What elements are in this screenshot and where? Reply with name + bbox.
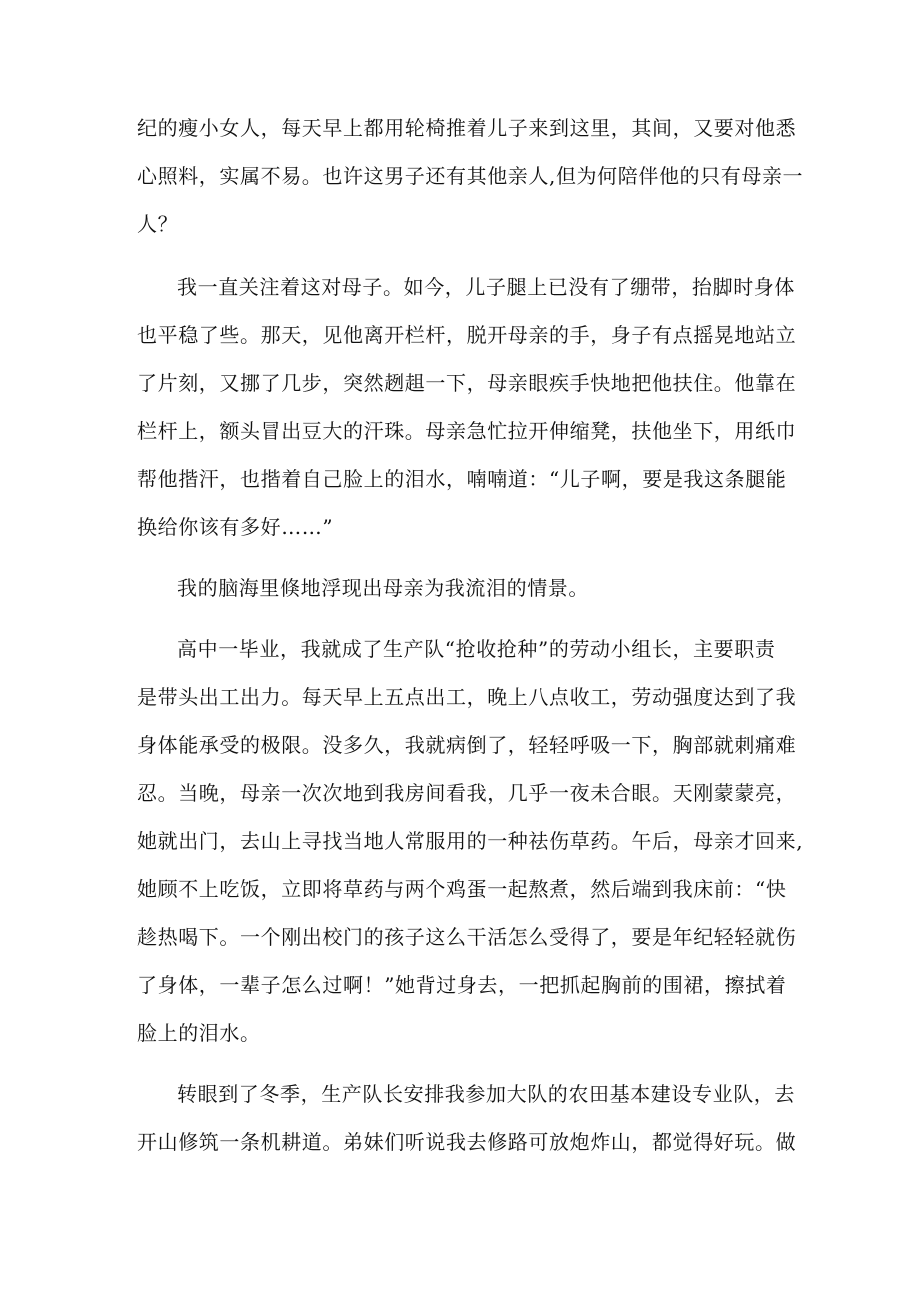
text-line: 纪的瘦小女人，每天早上都用轮椅推着儿子来到这里，其间，又要对他悉 (137, 116, 797, 140)
text-line: 身体能承受的极限。没多久，我就病倒了，轻轻呼吸一下，胸部就刺痛难 (137, 733, 797, 757)
text-line: 她顾不上吃饭，立即将草药与两个鸡蛋一起熬煮，然后端到我床前：“快 (137, 877, 787, 901)
text-line: 了片刻，又挪了几步，突然趔趄一下，母亲眼疾手快地把他扶住。他靠在 (137, 371, 797, 395)
text-line: 人？ (137, 212, 179, 236)
text-line: 换给你该有多好……” (137, 515, 334, 539)
text-line: 了身体，一辈子怎么过啊！”她背过身去，一把抓起胸前的围裙，擦拭着 (137, 973, 787, 997)
text-line: 我一直关注着这对母子。如今，儿子腿上已没有了绷带，抬脚时身体 (177, 275, 795, 299)
text-line: 心照料，实属不易。也许这男子还有其他亲人,但为何陪伴他的只有母亲一 (137, 164, 804, 188)
text-line: 转眼到了冬季，生产队长安排我参加大队的农田基本建设专业队，去 (177, 1082, 795, 1106)
text-line: 忍。当晚，母亲一次次地到我房间看我，几乎一夜未合眼。天刚蒙蒙亮， (137, 781, 797, 805)
text-line: 脸上的泪水。 (137, 1021, 261, 1045)
text-line: 开山修筑一条机耕道。弟妹们听说我去修路可放炮炸山，都觉得好玩。做 (137, 1130, 797, 1154)
text-line: 也平稳了些。那天，见他离开栏杆，脱开母亲的手，身子有点摇晃地站立 (137, 323, 797, 347)
text-line: 趁热喝下。一个刚出校门的孩子这么干活怎么受得了，要是年纪轻轻就伤 (137, 925, 797, 949)
text-line: 帮他揩汗，也揩着自己脸上的泪水，喃喃道：“儿子啊，要是我这条腿能 (137, 467, 787, 491)
text-line: 高中一毕业，我就成了生产队“抢收抢种”的劳动小组长，主要职责 (177, 637, 776, 661)
text-line: 是带头出工出力。每天早上五点出工，晚上八点收工，劳动强度达到了我 (137, 685, 797, 709)
text-line: 我的脑海里倏地浮现出母亲为我流泪的情景。 (177, 576, 589, 600)
text-line: 她就出门，去山上寻找当地人常服用的一种祛伤草药。午后，母亲才回来, (137, 829, 804, 853)
text-line: 栏杆上，额头冒出豆大的汗珠。母亲急忙拉开伸缩凳，扶他坐下，用纸巾 (137, 419, 797, 443)
